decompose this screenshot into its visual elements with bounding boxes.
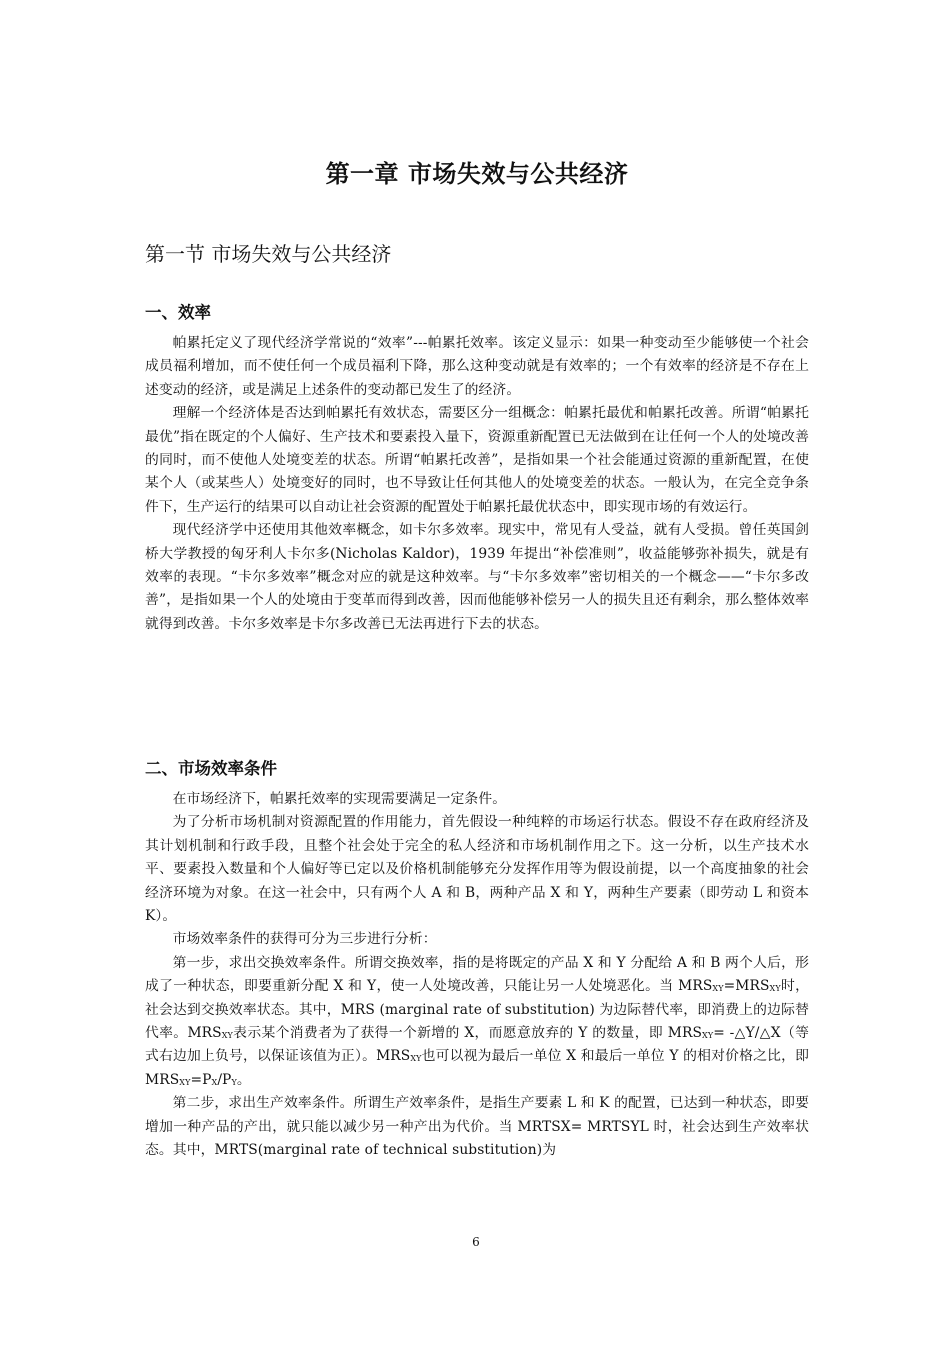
section-title: 第一节 市场失效与公共经济: [145, 242, 392, 266]
text-run: 也可以视为最后一单位 X 和最后一单位 Y 的相对价格之比，即 MRS: [145, 1048, 809, 1088]
subsection-title-market-efficiency: 二、市场效率条件: [145, 759, 277, 778]
text-run: 表示某个消费者为了获得一个新增的 X，而愿意放弃的 Y 的数量，即 MRS: [232, 1025, 703, 1042]
text-run: 第一步，求出交换效率条件。所谓交换效率，指的是将既定的产品 X 和 Y 分配给 A 和 B 两个人后，形成了一种状态，即要重新分配 X 和 Y，使一人处境改善，只能让另一人处境恶化。当 MRS: [145, 954, 809, 995]
paragraph-pareto-definition: 帕累托定义了现代经济学常说的“效率”---帕累托效率。该定义显示：如果一种变动至少能够使一个社会成员福利增加，而不使任何一个成员福利下降，那么这种变动就是有效率的；一个有效率的经济是不存在上述变动的经济，或是满足上述条件的变动都已发生了的经济。: [145, 335, 809, 398]
text-run: =P: [190, 1071, 212, 1088]
paragraph-assumptions: 为了分析市场机制对资源配置的作用能力，首先假设一种纯粹的市场运行状态。假设不存在政府经济及其计划机制和行政手段，且整个社会处于完全的私人经济和市场机制作用之下。这一分析，以生产技术水平、要素投入数量和个人偏好等已定以及价格机制能够充分发挥作用等为假设前提，以一个高度抽象的社会经济环境为对象。在这一社会中，只有两个人 A 和 B，两种产品 X 和 Y，两种生产要素（即劳动 L 和资本 K）。: [145, 814, 809, 925]
subsection-market-efficiency: [145, 756, 809, 1163]
subscript: X: [211, 1077, 218, 1087]
subscript: XY: [179, 1077, 191, 1087]
subscript: Y: [231, 1077, 237, 1087]
text-run: =MRS: [723, 978, 770, 995]
page-number: 6: [472, 1235, 480, 1249]
text-run: 。: [236, 1071, 251, 1088]
subscript: XY: [410, 1054, 422, 1064]
subsection-efficiency: [145, 300, 809, 636]
paragraph-kaldor-efficiency: 现代经济学中还使用其他效率概念，如卡尔多效率。现实中，常见有人受益，就有人受损。曾任英国剑桥大学教授的匈牙利人卡尔多(Nicholas Kaldor)，1939 年提出“补偿准则”，收益能够弥补损失，就是有效率的表现。“卡尔多效率”概念对应的就是这种效率。与“卡尔多效率”密切相关的一个概念——“卡尔多改善”，是指如果一个人的处境由于变革而得到改善，因而他能够补偿另一人的损失且还有剩余，那么整体效率就得到改善。卡尔多效率是卡尔多改善已无法再进行下去的状态。: [145, 522, 809, 632]
paragraph-production-efficiency: 第二步，求出生产效率条件。所谓生产效率条件，是指生产要素 L 和 K 的配置，已达到一种状态，即要增加一种产品的产出，就只能以减少另一种产出为代价。当 MRTSX= MRTSYL 时，社会达到生产效率状态。其中，MRTS(marginal rate of technical substitution)为: [145, 1095, 809, 1159]
subscript: XY: [702, 1031, 714, 1041]
subsection-title-efficiency: 一、效率: [145, 303, 211, 322]
paragraph-pareto-optimum: 理解一个经济体是否达到帕累托有效状态，需要区分一组概念：帕累托最优和帕累托改善。所谓“帕累托最优”指在既定的个人偏好、生产技术和要素投入量下，资源重新配置已无法做到在让任何一个人的处境改善的同时，而不使他人处境变差的状态。所谓“帕累托改善”，是指如果一个社会能通过资源的重新配置，在使某个人（或某些人）处境变好的同时，也不导致让任何其他人的处境变差的状态。一般认为，在完全竞争条件下，生产运行的结果可以自动让社会资源的配置处于帕累托最优状态中，即实现市场的有效运行。: [145, 405, 809, 515]
text-run: 时，社会达到交换效率状态。其中，MRS (marginal rate of substitution) 为边际替代率，即消费上的边际替代率。MRS: [145, 978, 809, 1042]
text-run: /P: [217, 1071, 232, 1088]
paragraph-exchange-efficiency: [145, 952, 809, 1092]
paragraph-conditions-intro: 在市场经济下，帕累托效率的实现需要满足一定条件。: [172, 791, 507, 807]
paragraph-three-steps: 市场效率条件的获得可分为三步进行分析：: [172, 931, 437, 948]
subscript: XY: [712, 984, 724, 994]
chapter-title: 第一章 市场失效与公共经济: [325, 160, 629, 188]
text-run: = -△Y/△X（等式右边加上负号，以保证该值为正）。MRS: [145, 1025, 809, 1065]
subscript: XY: [769, 984, 781, 994]
subscript: XY: [221, 1031, 233, 1041]
